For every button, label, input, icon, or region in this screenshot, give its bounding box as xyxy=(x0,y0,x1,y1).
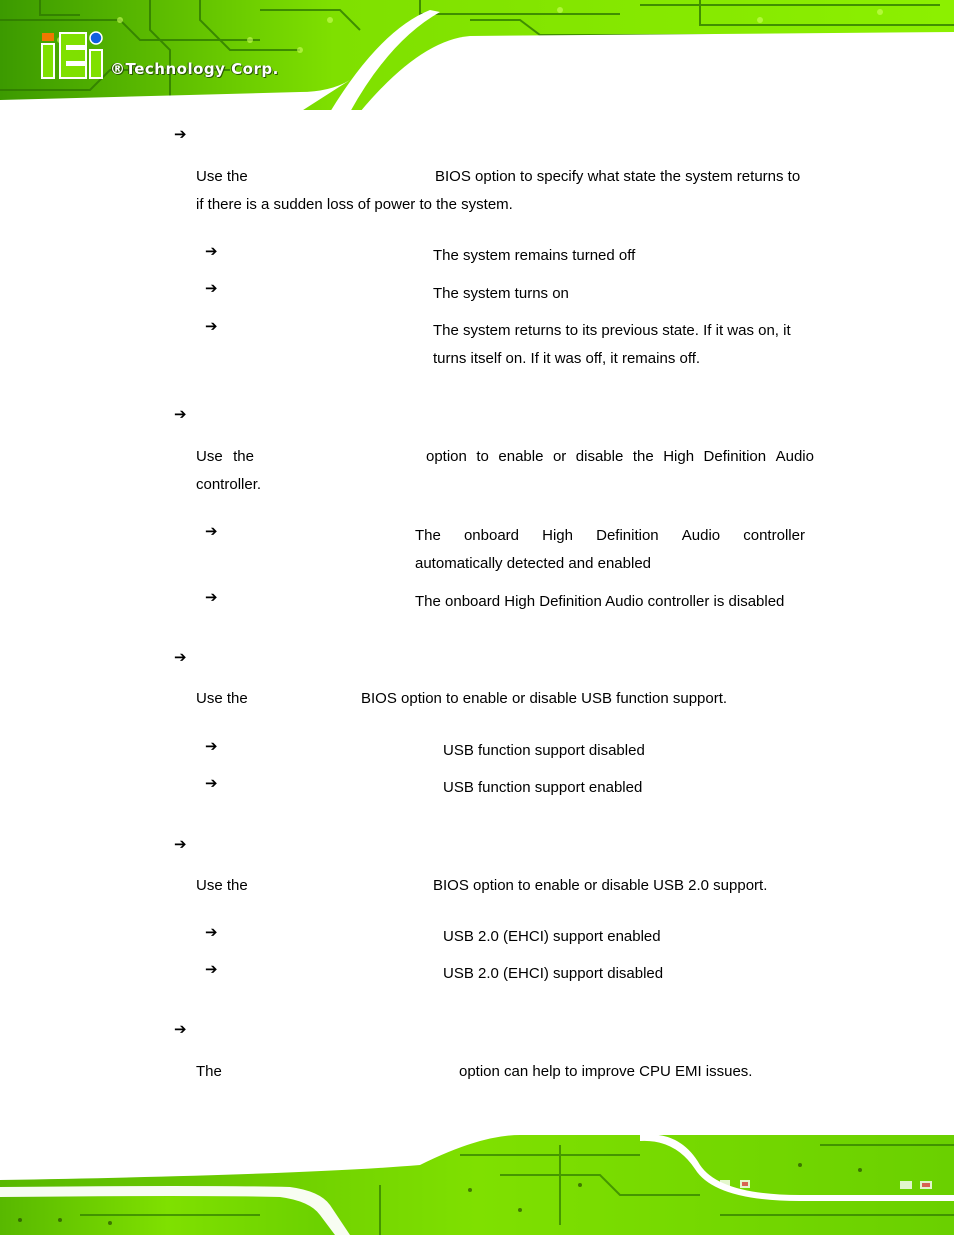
restore-power-opt3-line2: turns itself on. If it was off, it remains off. xyxy=(433,350,701,367)
circuit-board-footer-graphic xyxy=(0,1125,954,1235)
circuit-board-header-graphic xyxy=(0,0,954,112)
word: disable xyxy=(575,448,624,465)
option-arrow-icon: ➔ xyxy=(205,774,218,792)
word: Definition xyxy=(703,448,767,465)
word: option xyxy=(426,448,467,465)
footer-banner xyxy=(0,1125,954,1235)
section-arrow-icon: ➔ xyxy=(174,125,187,143)
word: or xyxy=(552,448,567,465)
word: to xyxy=(476,448,489,465)
header-banner xyxy=(0,0,954,112)
option-arrow-icon: ➔ xyxy=(205,522,218,540)
usb-desc-end: BIOS option to enable or disable USB function support. xyxy=(361,690,728,707)
restore-power-desc-line2: if there is a sudden loss of power to the system. xyxy=(196,196,513,213)
usb2-opt1: USB 2.0 (EHCI) support enabled xyxy=(443,928,661,945)
company-name: ®Technology Corp. xyxy=(110,60,279,78)
word: Audio xyxy=(775,448,814,465)
iei-logo-icon xyxy=(42,32,102,78)
restore-power-desc-start: Use the xyxy=(196,168,248,185)
option-arrow-icon: ➔ xyxy=(205,960,218,978)
audio-opt2: The onboard High Definition Audio controller is disabled xyxy=(415,593,785,610)
restore-power-opt1: The system remains turned off xyxy=(433,247,636,264)
audio-desc-line2: controller. xyxy=(196,476,262,493)
option-arrow-icon: ➔ xyxy=(205,317,218,335)
option-arrow-icon: ➔ xyxy=(205,923,218,941)
audio-opt1-line2: automatically detected and enabled xyxy=(415,555,652,572)
section-arrow-icon: ➔ xyxy=(174,1020,187,1038)
option-arrow-icon: ➔ xyxy=(205,588,218,606)
word: enable xyxy=(498,448,544,465)
section-arrow-icon: ➔ xyxy=(174,835,187,853)
option-arrow-icon: ➔ xyxy=(205,737,218,755)
word: Definition xyxy=(596,527,659,544)
audio-desc-end xyxy=(426,443,814,471)
word: onboard xyxy=(463,527,520,544)
usb-opt2: USB function support enabled xyxy=(443,779,643,796)
usb-desc-start: Use the xyxy=(196,690,248,707)
restore-power-opt2: The system turns on xyxy=(433,285,569,302)
word: the xyxy=(233,448,254,465)
word: The xyxy=(415,527,441,544)
word: High xyxy=(542,527,573,544)
audio-desc-start xyxy=(196,443,254,471)
usb2-desc-end: BIOS option to enable or disable USB 2.0 support. xyxy=(433,877,768,894)
word: Use xyxy=(196,448,223,465)
word: Audio xyxy=(681,527,721,544)
audio-opt1-line1 xyxy=(415,522,805,550)
section-arrow-icon: ➔ xyxy=(174,648,187,666)
option-arrow-icon: ➔ xyxy=(205,279,218,297)
spread-desc-end: option can help to improve CPU EMI issues. xyxy=(459,1063,753,1080)
section-arrow-icon: ➔ xyxy=(174,405,187,423)
word: High xyxy=(663,448,695,465)
usb-opt1: USB function support disabled xyxy=(443,742,645,759)
usb2-desc-start: Use the xyxy=(196,877,248,894)
word: the xyxy=(632,448,654,465)
option-arrow-icon: ➔ xyxy=(205,242,218,260)
restore-power-opt3-line1: The system returns to its previous state. If it was on, it xyxy=(433,322,791,339)
word: controller xyxy=(743,527,805,544)
restore-power-desc-end: BIOS option to specify what state the system returns to xyxy=(435,168,801,185)
usb2-opt2: USB 2.0 (EHCI) support disabled xyxy=(443,965,664,982)
spread-desc-start: The xyxy=(196,1063,222,1080)
